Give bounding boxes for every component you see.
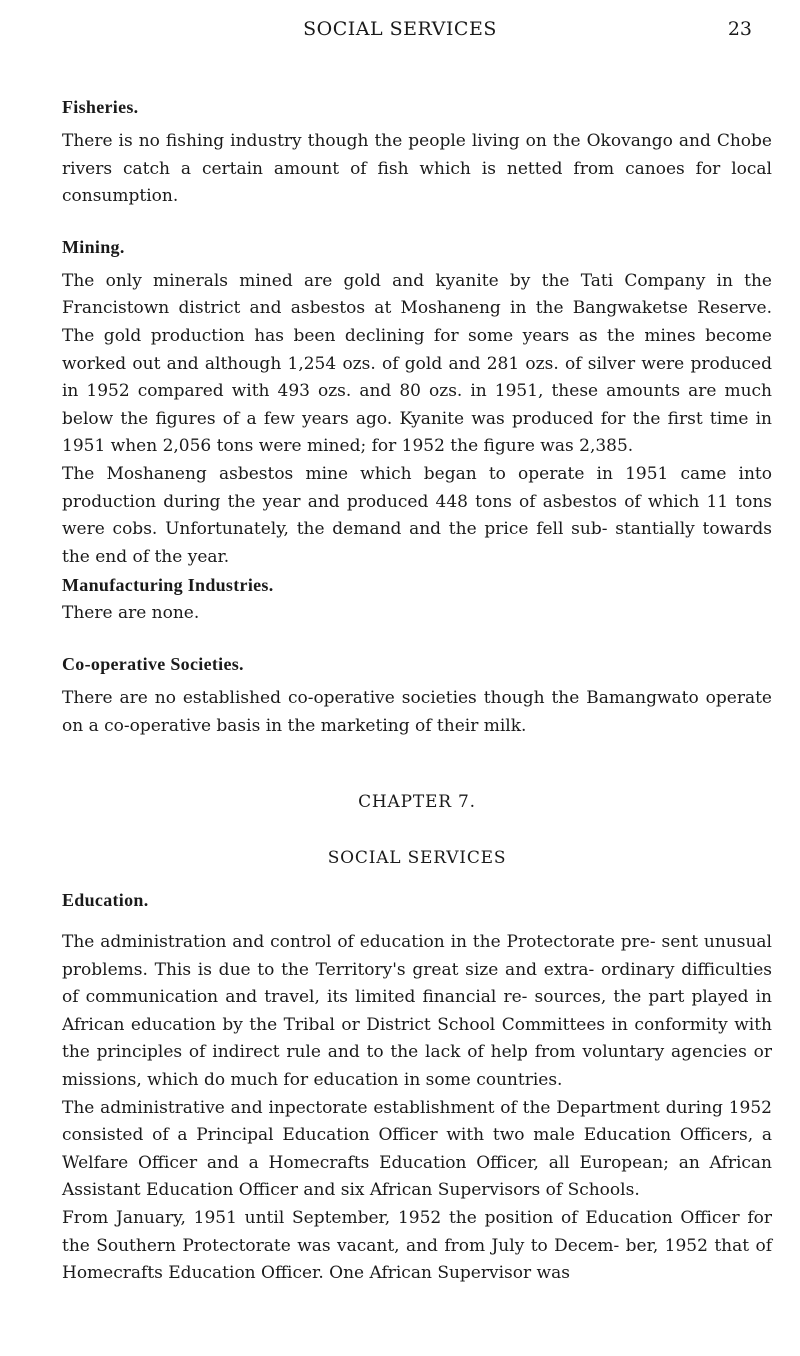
page-number: 23: [727, 18, 752, 40]
paragraph: There is no fishing industry though the people living on the Okovango and Chobe rivers catch a certain amount of fish which is netted from canoes for local consumption.: [62, 131, 772, 207]
paragraph: There are none.: [62, 603, 200, 624]
page-body: [62, 93, 772, 1288]
paragraph: The Moshaneng asbestos mine which began to operate in 1951 came into production during the year and produced 448 tons of asbestos of which 11 tons were cobs. Unfortunately, the demand and the price fell sub- stantially towards the end of the year.: [62, 463, 772, 567]
running-title: SOCIAL SERVICES: [303, 18, 497, 40]
paragraph: From January, 1951 until September, 1952 the position of Education Officer for the Southern Protectorate was vacant, and from July to Decem- ber, 1952 that of Homecrafts Education Officer. One African Supervisor was: [62, 1208, 772, 1284]
section-heading: Mining.: [62, 236, 125, 257]
section-fisheries: [62, 93, 772, 211]
running-header: [0, 18, 800, 48]
section-education: [62, 886, 772, 1288]
paragraph: The only minerals mined are gold and kyanite by the Tati Company in the Francistown district and asbestos at Moshaneng in the Bangwaketse Reserve. The gold production has been declining for some years as the mines become worked out and although 1,254 ozs. of gold and 281 ozs. of silver were produced in 1952 compared with 493 ozs. and 80 ozs. in 1951, these amounts are much below the figures of a few years ago. Kyanite was produced for the first time in 1951 when 2,056 tons were mined; for 1952 the figure was 2,385.: [62, 270, 772, 457]
chapter-number: CHAPTER 7.: [358, 792, 476, 813]
section-heading: Co-operative Societies.: [62, 653, 244, 674]
paragraph: There are no established co-operative societies though the Bamangwato operate on a co-operative basis in the marketing of their milk.: [62, 687, 772, 736]
section-heading: Manufacturing Industries.: [62, 575, 274, 596]
section-manufacturing: [62, 571, 772, 628]
section-heading: Fisheries.: [62, 97, 139, 117]
paragraph: The administrative and inpectorate establishment of the Department during 1952 consisted of a Principal Education Officer with two male Education Officers, a Welfare Officer and a Homecrafts Education Officer, all European; an African Assistant Education Officer and six African Supervisors of Schools.: [62, 1097, 772, 1201]
section-cooperative: [62, 650, 772, 740]
paragraph: The administration and control of education in the Protectorate pre- sent unusual problems. This is due to the Territory's great size and extra- ordinary difficulties of communication and travel, its limited financial re- sources, the part played in African education by the Tribal or District School Committees in conformity with the principles of indirect rule and to the lack of help from voluntary agencies or missions, which do much for education in some countries.: [62, 932, 772, 1091]
section-heading: Education.: [62, 890, 149, 911]
section-mining: [62, 233, 772, 572]
chapter-title: SOCIAL SERVICES: [327, 848, 507, 869]
